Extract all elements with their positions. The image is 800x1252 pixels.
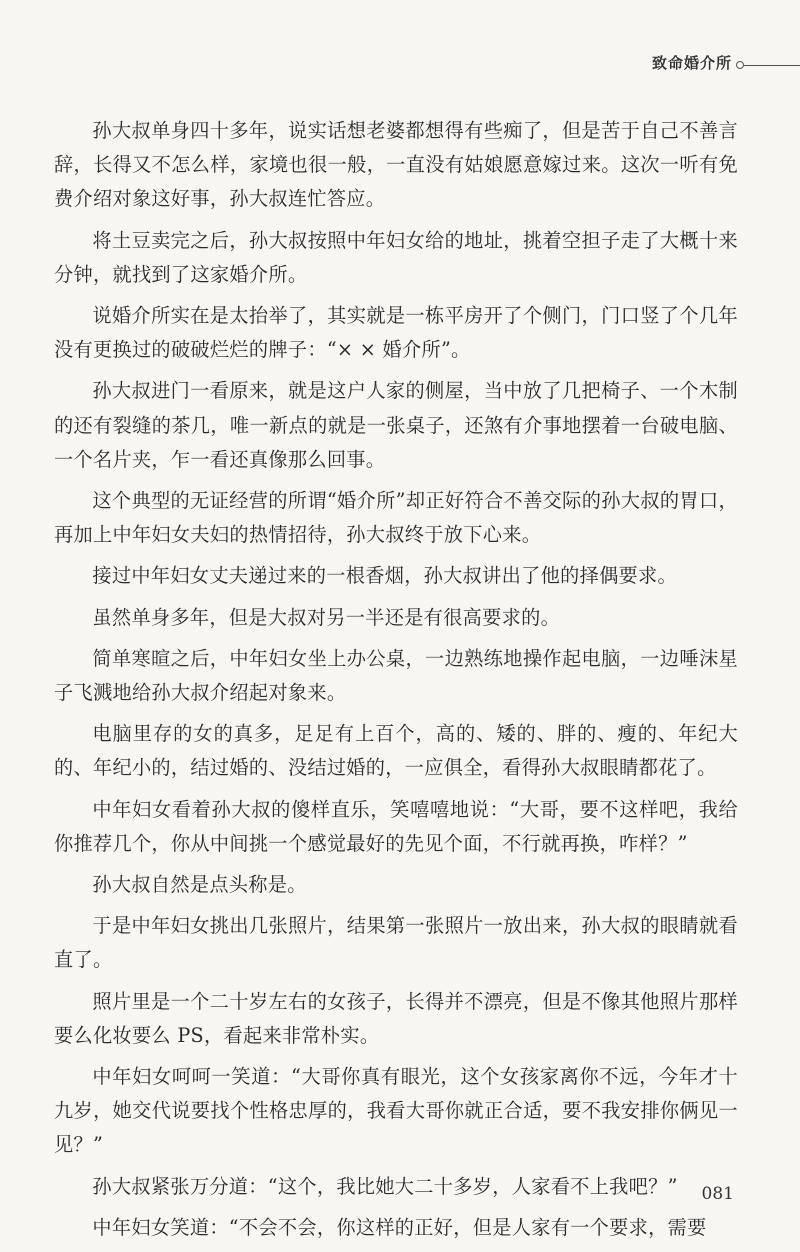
paragraph-2: 将土豆卖完之后，孙大叔按照中年妇女给的地址，挑着空担子走了大概十来分钟，就找到了这家婚介所。 xyxy=(54,228,738,286)
paragraph-14: 中年妇女呵呵一笑道：“大哥你真有眼光，这个女孩家离你不远，今年才十九岁，她交代说要找个性格忠厚的，我看大哥你就正合适，要不我安排你俩见一见？” xyxy=(54,1065,738,1157)
page-number: 081 xyxy=(701,1184,734,1204)
paragraph-8: 简单寒暄之后，中年妇女坐上办公桌，一边熟练地操作起电脑，一边唾沫星子飞溅地给孙大叔介绍起对象来。 xyxy=(54,646,738,705)
paragraph-1: 孙大叔单身四十多年，说实话想老婆都想得有些痴了，但是苦于自己不善言辞，长得又不怎么样，家境也很一般，一直没有姑娘愿意嫁过来。这次一听有免费介绍对象这好事，孙大叔连忙答应。 xyxy=(54,119,738,211)
paragraph-6: 接过中年妇女丈夫递过来的一根香烟，孙大叔讲出了他的择偶要求。 xyxy=(92,564,678,588)
paragraph-3: 说婚介所实在是太抬举了，其实就是一栋平房开了个侧门，门口竖了个几年没有更换过的破破烂烂的牌子：“× × 婚介所”。 xyxy=(54,304,738,362)
paragraph-12: 于是中年妇女挑出几张照片，结果第一张照片一放出来，孙大叔的眼睛就看直了。 xyxy=(54,914,738,972)
body-text xyxy=(54,114,738,1252)
paragraph-5: 这个典型的无证经营的所谓“婚介所”却正好符合不善交际的孙大叔的胃口，再加上中年妇女夫妇的热情招待，孙大叔终于放下心来。 xyxy=(54,489,738,547)
header-ornament-circle xyxy=(736,61,744,69)
running-header xyxy=(580,52,800,80)
paragraph-4: 孙大叔进门一看原来，就是这户人家的侧屋，当中放了几把椅子、一个木制的还有裂缝的茶几，唯一新点的就是一张桌子，还煞有介事地摆着一台破电脑、一个名片夹，乍一看还真像那么回事。 xyxy=(54,379,738,471)
paragraph-13: 照片里是一个二十岁左右的女孩子，长得并不漂亮，但是不像其他照片那样要么化妆要么 PS，看起来非常朴实。 xyxy=(54,989,738,1047)
paragraph-16: 中年妇女笑道：“不会不会，你这样的正好，但是人家有一个要求，需要 xyxy=(92,1215,707,1239)
book-title: 致命婚介所 xyxy=(651,54,732,72)
paragraph-15: 孙大叔紧张万分道：“这个，我比她大二十多岁，人家看不上我吧？” xyxy=(92,1174,678,1198)
header-rule-line xyxy=(744,65,800,66)
paragraph-11: 孙大叔自然是点头称是。 xyxy=(92,873,307,897)
paragraph-10: 中年妇女看着孙大叔的傻样直乐，笑嘻嘻地说：“大哥，要不这样吧，我给你推荐几个，你从中间挑一个感觉最好的先见个面，不行就再换，咋样？” xyxy=(54,797,738,855)
paragraph-9: 电脑里存的女的真多，足足有上百个，高的、矮的、胖的、瘦的、年纪大的、年纪小的，结过婚的、没结过婚的，一应俱全，看得孙大叔眼睛都花了。 xyxy=(54,722,738,780)
paragraph-7: 虽然单身多年，但是大叔对另一半还是有很高要求的。 xyxy=(92,605,561,629)
